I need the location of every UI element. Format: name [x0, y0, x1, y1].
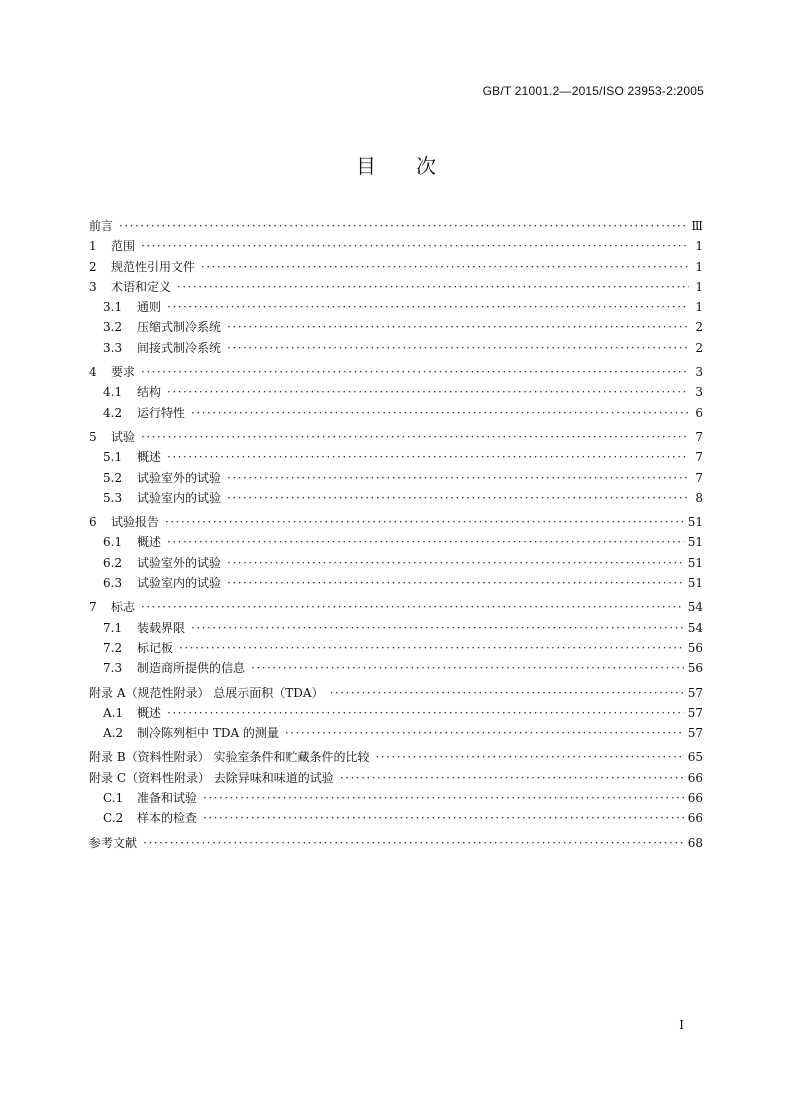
toc-entry-label	[103, 638, 173, 658]
toc-entry-label	[103, 382, 161, 402]
toc-entry-page: 7	[695, 450, 703, 465]
toc-entry-number: 5	[89, 429, 97, 444]
toc-entry-number: 5.3	[103, 490, 123, 505]
toc-entry[interactable]	[89, 277, 703, 297]
toc-entry-page: 2	[695, 320, 703, 335]
toc-entry-label	[103, 532, 161, 552]
toc-entry-text: 概述	[137, 450, 162, 465]
dot-leader	[167, 447, 689, 467]
toc-entry-text: 试验室内的试验	[137, 576, 222, 591]
toc-entry[interactable]	[89, 683, 703, 703]
toc-title-char-2: 次	[416, 154, 436, 178]
toc-entry-label	[89, 427, 135, 447]
toc-entry-label	[103, 468, 221, 488]
toc-entry-label	[89, 833, 137, 853]
toc-entry-text: 制造商所提供的信息	[137, 661, 246, 676]
toc-entry-label	[103, 488, 221, 508]
toc-entry-page: 51	[687, 555, 703, 570]
toc-entry-text: 要求	[111, 365, 136, 380]
toc-entry-page: 6	[695, 405, 703, 420]
toc-entry-number: A.1	[103, 705, 124, 720]
toc-entry-number: 7.1	[103, 620, 123, 635]
toc-entry-number: 4	[89, 365, 97, 380]
toc-entry-text: 样本的检查	[137, 811, 198, 826]
toc-entry-page: 1	[695, 300, 703, 315]
toc-entry-label	[103, 553, 221, 573]
toc-entry[interactable]	[89, 788, 703, 808]
toc-entry-page: 7	[695, 470, 703, 485]
dot-leader	[203, 808, 684, 828]
toc-entry[interactable]	[89, 468, 703, 488]
toc-entry[interactable]	[89, 427, 703, 447]
toc-entry-text: 标志	[111, 600, 136, 615]
toc-entry-label	[103, 573, 221, 593]
toc-entry-number: 3.1	[103, 300, 123, 315]
dot-leader	[167, 297, 689, 317]
toc-entry-number: 7	[89, 600, 97, 615]
toc-entry-number: 4.1	[103, 385, 123, 400]
toc-entry[interactable]	[89, 768, 703, 788]
toc-entry-text: 附录 C（资料性附录） 去除异味和味道的试验	[89, 770, 334, 785]
toc-entry-number: 3.2	[103, 320, 123, 335]
toc-entry-number: 7.3	[103, 661, 123, 676]
dot-leader	[165, 512, 684, 532]
toc-entry-label	[103, 447, 161, 467]
toc-entry-text: 试验	[111, 429, 136, 444]
toc-entry-text: 范围	[111, 239, 136, 254]
toc-entry-text: 附录 A（规范性附录） 总展示面积（TDA）	[89, 685, 324, 700]
toc-entry-number: 5.2	[103, 470, 123, 485]
standard-code-header: GB/T 21001.2—2015/ISO 23953-2:2005	[482, 84, 704, 98]
table-of-contents	[89, 216, 703, 853]
toc-entry-label	[103, 658, 245, 678]
toc-entry-page: 57	[687, 726, 703, 741]
toc-entry-number: 3	[89, 279, 97, 294]
toc-entry-text: 概述	[137, 535, 162, 550]
dot-leader	[227, 553, 684, 573]
dot-leader	[227, 338, 689, 358]
dot-leader	[375, 747, 683, 767]
toc-entry[interactable]	[89, 382, 703, 402]
toc-entry-page: 66	[687, 811, 703, 826]
toc-entry-text: 试验室外的试验	[137, 470, 222, 485]
dot-leader	[340, 768, 684, 788]
toc-entry[interactable]	[89, 597, 703, 617]
toc-entry-label	[89, 362, 135, 382]
toc-entry[interactable]	[89, 362, 703, 382]
toc-entry-label	[89, 257, 195, 277]
toc-entry-page: 3	[695, 365, 703, 380]
toc-entry-text: 参考文献	[89, 835, 138, 850]
toc-entry-page: 1	[695, 279, 703, 294]
toc-entry-text: 间接式制冷系统	[137, 340, 222, 355]
toc-entry-label	[89, 216, 113, 236]
toc-entry-page: 8	[695, 490, 703, 505]
dot-leader	[167, 703, 684, 723]
toc-entry-page: 56	[687, 640, 703, 655]
toc-entry-number: 7.2	[103, 640, 123, 655]
toc-entry-text: 前言	[89, 219, 114, 233]
toc-entry-label	[103, 788, 197, 808]
toc-entry-number: 6.3	[103, 576, 123, 591]
toc-entry-label	[103, 723, 279, 743]
toc-entry[interactable]	[89, 553, 703, 573]
toc-entry-number: 2	[89, 259, 97, 274]
toc-entry-page: 54	[687, 620, 703, 635]
toc-entry-text: 试验室内的试验	[137, 490, 222, 505]
toc-title	[0, 150, 792, 179]
toc-entry-text: 压缩式制冷系统	[137, 320, 222, 335]
toc-entry[interactable]	[89, 618, 703, 638]
toc-entry-label	[103, 618, 185, 638]
toc-entry[interactable]	[89, 403, 703, 423]
toc-entry-text: 试验室外的试验	[137, 555, 222, 570]
toc-entry[interactable]	[89, 447, 703, 467]
toc-entry-text: 装载界限	[137, 620, 186, 635]
toc-entry-label	[103, 317, 221, 337]
toc-entry-page: 1	[695, 239, 703, 254]
toc-entry-label	[103, 403, 185, 423]
dot-leader	[191, 618, 684, 638]
toc-entry-label	[89, 277, 171, 297]
toc-entry-text: 附录 B（资料性附录） 实验室条件和贮藏条件的比较	[89, 750, 370, 765]
dot-leader	[167, 532, 684, 552]
toc-entry-label	[103, 808, 197, 828]
dot-leader	[177, 277, 689, 297]
toc-entry[interactable]	[89, 703, 703, 723]
toc-entry[interactable]	[89, 216, 703, 236]
toc-entry-page: 66	[687, 770, 703, 785]
toc-entry-text: 结构	[137, 385, 162, 400]
toc-entry[interactable]	[89, 723, 703, 743]
toc-entry-page: 66	[687, 791, 703, 806]
toc-entry[interactable]	[89, 532, 703, 552]
dot-leader	[141, 597, 684, 617]
toc-entry[interactable]	[89, 658, 703, 678]
toc-entry[interactable]	[89, 297, 703, 317]
dot-leader	[143, 833, 684, 853]
toc-entry-text: 规范性引用文件	[111, 259, 196, 274]
dot-leader	[141, 427, 689, 447]
toc-entry[interactable]	[89, 236, 703, 256]
toc-entry-number: A.2	[103, 726, 124, 741]
toc-entry-number: 1	[89, 239, 97, 254]
toc-entry-text: 术语和定义	[111, 279, 172, 294]
toc-entry-label	[103, 297, 161, 317]
toc-entry-page: Ⅲ	[691, 219, 703, 233]
dot-leader	[201, 257, 689, 277]
toc-entry[interactable]	[89, 833, 703, 853]
toc-entry-label	[103, 338, 221, 358]
toc-entry-number: 6.2	[103, 555, 123, 570]
toc-entry-label	[89, 683, 324, 703]
toc-entry-page: 56	[687, 661, 703, 676]
dot-leader	[203, 788, 684, 808]
toc-entry-number: C.1	[103, 791, 124, 806]
toc-entry[interactable]	[89, 808, 703, 828]
toc-entry-page: 51	[687, 535, 703, 550]
toc-entry-label	[89, 747, 369, 767]
toc-entry-number: 3.3	[103, 340, 123, 355]
toc-entry-page: 54	[687, 600, 703, 615]
dot-leader	[179, 638, 684, 658]
toc-entry-page: 7	[695, 429, 703, 444]
toc-entry-text: 准备和试验	[137, 791, 198, 806]
toc-entry-page: 2	[695, 340, 703, 355]
toc-entry-page: 51	[687, 576, 703, 591]
toc-entry-page: 51	[687, 515, 703, 530]
dot-leader	[227, 488, 689, 508]
toc-entry[interactable]	[89, 638, 703, 658]
dot-leader	[119, 216, 687, 236]
toc-entry-text: 运行特性	[137, 405, 186, 420]
toc-entry-page: 1	[695, 259, 703, 274]
toc-entry-number: C.2	[103, 811, 124, 826]
toc-entry[interactable]	[89, 488, 703, 508]
dot-leader	[227, 573, 684, 593]
toc-entry[interactable]	[89, 573, 703, 593]
toc-entry-label	[89, 236, 135, 256]
dot-leader	[167, 382, 689, 402]
toc-entry[interactable]	[89, 512, 703, 532]
dot-leader	[141, 362, 689, 382]
toc-entry-text: 试验报告	[111, 515, 160, 530]
toc-entry[interactable]	[89, 338, 703, 358]
dot-leader	[141, 236, 689, 256]
toc-entry-label	[89, 512, 159, 532]
toc-entry-number: 4.2	[103, 405, 123, 420]
toc-entry-text: 通则	[137, 300, 162, 315]
dot-leader	[227, 317, 689, 337]
toc-entry-page: 65	[687, 750, 703, 765]
toc-entry-text: 制冷陈列柜中 TDA 的测量	[137, 726, 279, 741]
dot-leader	[227, 468, 689, 488]
toc-entry-number: 5.1	[103, 450, 123, 465]
toc-entry-page: 57	[687, 705, 703, 720]
toc-entry-page: 3	[695, 385, 703, 400]
toc-entry[interactable]	[89, 257, 703, 277]
toc-entry-number: 6	[89, 515, 97, 530]
toc-entry-number: 6.1	[103, 535, 123, 550]
toc-entry-label	[103, 703, 161, 723]
toc-entry-page: 68	[687, 835, 703, 850]
toc-entry[interactable]	[89, 317, 703, 337]
dot-leader	[191, 403, 689, 423]
toc-entry[interactable]	[89, 747, 703, 767]
toc-entry-text: 概述	[137, 705, 162, 720]
toc-entry-page: 57	[687, 685, 703, 700]
dot-leader	[285, 723, 684, 743]
toc-entry-label	[89, 768, 334, 788]
dot-leader	[330, 683, 684, 703]
page-number: Ⅰ	[679, 1018, 684, 1032]
toc-title-char-1: 目	[356, 154, 376, 178]
toc-entry-text: 标记板	[137, 640, 174, 655]
toc-entry-label	[89, 597, 135, 617]
dot-leader	[251, 658, 684, 678]
